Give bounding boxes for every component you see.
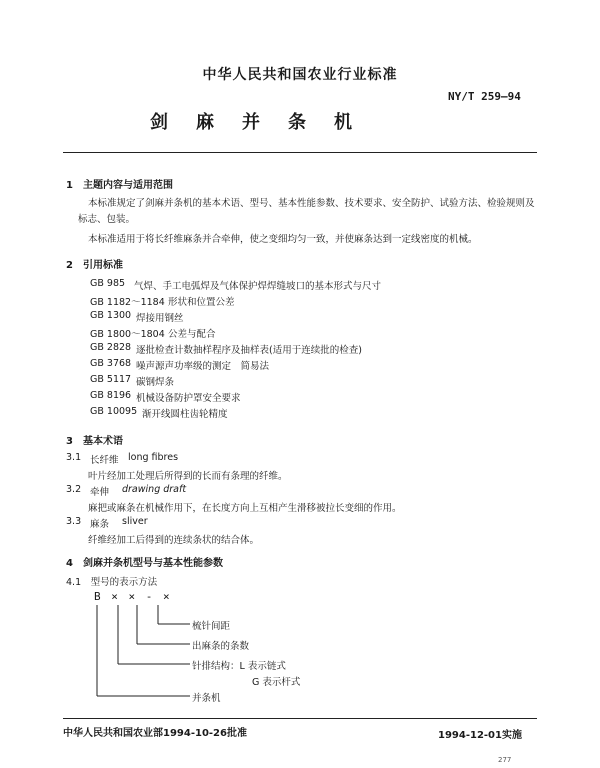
ref-title: 渐开线圆柱齿轮精度 [142,409,228,420]
term-number: 3.2 [66,484,82,495]
footer-divider [63,718,537,719]
ref-code: GB 1300 [90,310,132,321]
term-english: sliver [122,516,148,527]
ref-title: 碳钢焊条 [136,377,175,388]
term-english: long fibres [128,452,179,463]
ref-code: GB 2828 [90,342,132,353]
term-definition: 麻把或麻条在机械作用下，在长度方向上互相产生滑移被拉长变细的作用。 [88,503,402,514]
section-3-heading: 3 基本术语 [66,436,123,447]
section-1-heading: 1 主题内容与适用范围 [66,180,173,191]
term-name: 长纤维 [90,455,119,466]
ref-title: 形状和位置公差 [168,297,235,308]
ref-code: GB 10095 [90,406,138,417]
ref-title: 噪声源声功率级的测定 简易法 [136,361,270,372]
ref-code: GB 1182～1184 [90,297,165,308]
ref-code: GB 3768 [90,358,132,369]
effective-date: 1994-12-01实施 [438,730,522,741]
ref-code: GB 8196 [90,390,132,401]
section-1-paragraph-1: 本标准规定了剑麻并条机的基本术语、型号、基本性能参数、技术要求、安全防护、试验方法、检验规则及标志、包装。 [78,198,535,225]
model-label-count: 出麻条的条数 [192,641,250,652]
term-number: 3.1 [66,452,82,463]
standard-code: NY/T 259—94 [448,90,521,103]
document-title: 剑麻并条机 [150,112,380,133]
section-1-paragraph-2: 本标准适用于将长纤维麻条并合牵伸，使之变细均匀一致，并使麻条达到一定线密度的机械。 [88,234,478,245]
standard-category-title: 中华人民共和国农业行业标准 [202,67,398,83]
model-label-machine: 并条机 [192,693,221,704]
term-number: 3.3 [66,516,82,527]
term-definition: 叶片经加工处理后所得到的长而有条理的纤维。 [88,471,288,482]
section-4-heading: 4 剑麻并条机型号与基本性能参数 [66,558,223,569]
ref-title: 气焊、手工电弧焊及气体保护焊焊缝坡口的基本形式与尺寸 [134,281,382,292]
ref-title: 机械设备防护罩安全要求 [136,393,241,404]
term-definition: 纤维经加工后得到的连续条状的结合体。 [88,535,260,546]
ref-code: GB 1800～1804 [90,329,165,340]
model-label-spacing: 梳针间距 [192,621,231,632]
section-2-heading: 2 引用标准 [66,260,123,271]
model-label-structure-rod: G 表示杆式 [252,677,301,688]
ref-code: GB 985 [90,278,126,289]
model-label-structure: 针排结构：L 表示链式 [192,661,286,672]
approval-info: 中华人民共和国农业部1994-10-26批准 [63,728,247,739]
term-name: 牵伸 [90,487,110,498]
term-name: 麻条 [90,519,110,530]
subsection-4-1-heading: 4.1 型号的表示方法 [66,577,158,588]
term-english: drawing draft [122,484,187,495]
model-pattern: B × × - × [94,590,172,603]
page-number: 277 [498,756,512,764]
ref-title: 公差与配合 [168,329,216,340]
ref-code: GB 5117 [90,374,132,385]
ref-title: 逐批检查计数抽样程序及抽样表(适用于连续批的检查) [136,345,362,356]
ref-title: 焊接用钢丝 [136,313,184,324]
